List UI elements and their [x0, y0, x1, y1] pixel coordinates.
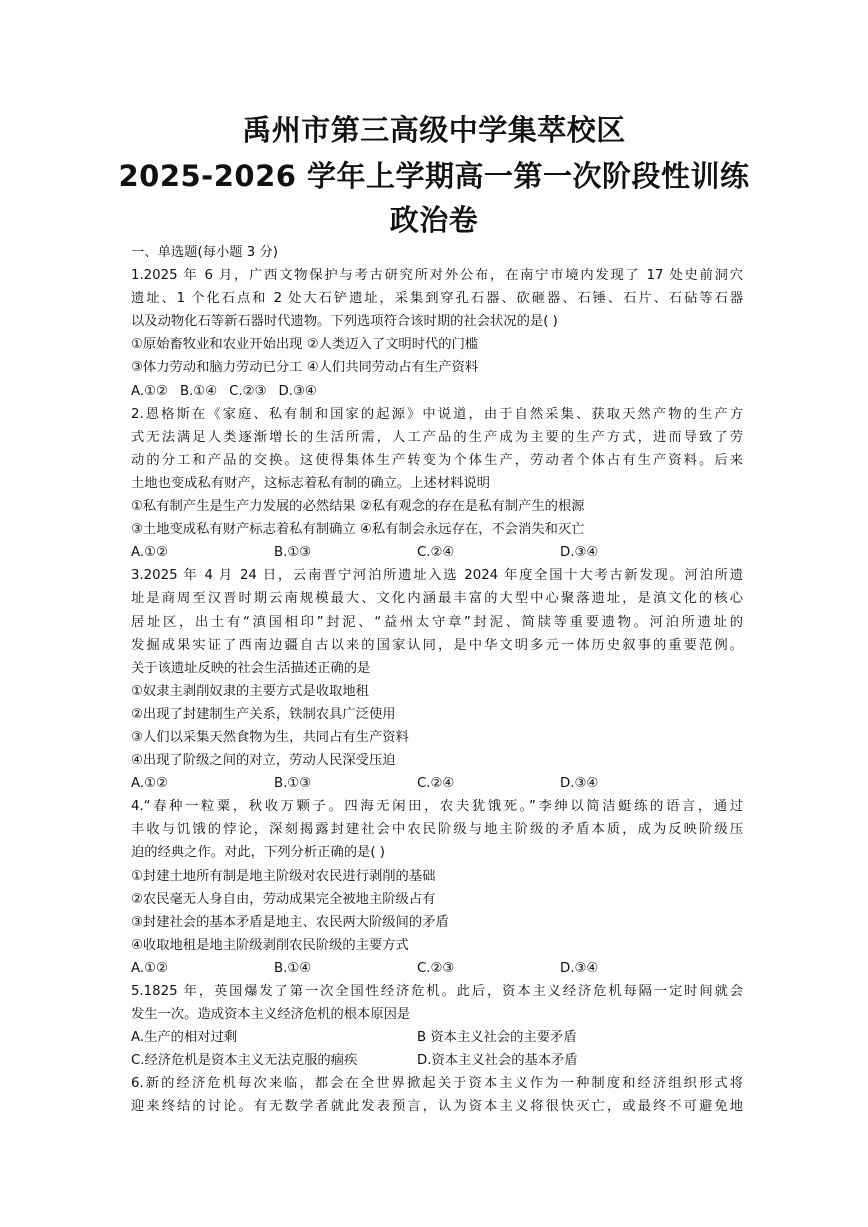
option-a[interactable]: A.①② — [131, 960, 168, 976]
question-stem-line: 动的分工和产品的交换。这使得集体生产转变为个体生产，劳动者个体占有生产资料。后来 — [131, 452, 743, 468]
option-d[interactable]: D.资本主义社会的基本矛盾 — [417, 1053, 578, 1069]
option-b[interactable]: B.①③ — [274, 776, 312, 792]
answer-options — [131, 772, 743, 795]
term-title: 2025-2026 学年上学期高一第一次阶段性训练 — [118, 159, 750, 193]
statement-line: ③体力劳动和脑力劳动已分工 ④人们共同劳动占有生产资料 — [131, 360, 479, 376]
option-a[interactable]: A.①② — [131, 776, 168, 792]
answer-options — [131, 957, 743, 980]
question-stem-line: 址是商周至汉晋时期云南规模最大、文化内涵最丰富的大型中心聚落遗址，是滇文化的核心 — [131, 591, 743, 607]
question-stem-line: 3.2025 年 4 月 24 日，云南晋宁河泊所遗址入选 2024 年度全国十大考古新发现。河泊所遗 — [131, 568, 743, 584]
option-c[interactable]: C.②④ — [417, 545, 455, 561]
option-d[interactable]: D.③④ — [278, 383, 317, 399]
question-stem-line: 丰收与饥饿的悖论，深刻揭露封建社会中农民阶级与地主阶级的矛盾本质，成为反映阶级压 — [131, 822, 743, 838]
option-c[interactable]: C.②③ — [229, 383, 267, 399]
question-stem-line: 发生一次。造成资本主义经济危机的根本原因是 — [131, 1007, 411, 1023]
statement-line: ③人们以采集天然食物为生，共同占有生产资料 — [131, 729, 409, 745]
section-heading: 一、单选题(每小题 3 分) — [131, 245, 278, 260]
statement-line: ③土地变成私有财产标志着私有制确立 ④私有制会永远存在，不会消失和灭亡 — [131, 522, 585, 538]
question-stem-line: 2.恩格斯在《家庭、私有制和国家的起源》中说道，由于自然采集、获取天然产物的生产方 — [131, 406, 743, 422]
question-stem-line: 土地也变成私有财产，这标志着私有制的确立。上述材料说明 — [131, 475, 491, 491]
statement-line: ④出现了阶级之间的对立，劳动人民深受压迫 — [131, 753, 396, 769]
statement-line: ①原始畜牧业和农业开始出现 ②人类迈入了文明时代的门槛 — [131, 337, 479, 353]
option-b[interactable]: B 资本主义社会的主要矛盾 — [417, 1030, 577, 1046]
answer-options — [131, 380, 743, 403]
statement-line: ③封建社会的基本矛盾是地主、农民两大阶级间的矛盾 — [131, 914, 449, 930]
question-stem-line: 发掘成果实证了西南边疆自古以来的国家认同，是中华文明多元一体历史叙事的重要范例。 — [131, 637, 743, 653]
statement-line: ②出现了封建制生产关系，铁制农具广泛使用 — [131, 706, 396, 722]
question-6 — [131, 1072, 743, 1118]
question-stem-line: 5.1825 年，英国爆发了第一次全国性经济危机。此后，资本主义经济危机每隔一定时间就会 — [131, 984, 743, 999]
statement-line: ④收取地租是地主阶级剥削农民阶级的主要方式 — [131, 937, 409, 953]
option-b[interactable]: B.①④ — [274, 960, 312, 976]
subject-title: 政治卷 — [389, 203, 479, 237]
statement-line: ①奴隶主剥削奴隶的主要方式是收取地租 — [131, 683, 369, 699]
option-b[interactable]: B.①④ — [179, 383, 218, 399]
question-2 — [131, 403, 743, 565]
answer-options — [131, 541, 743, 564]
question-stem-line: 式无法满足人类逐渐增长的生活所需，人工产品的生产成为主要的生产方式，进而导致了劳 — [131, 429, 743, 445]
question-stem-line: 迫的经典之作。对此，下列分析正确的是( ) — [131, 845, 385, 861]
school-title: 禹州市第三高级中学集萃校区 — [242, 113, 626, 147]
option-a[interactable]: A.①② — [131, 383, 168, 399]
statement-line: ②农民毫无人身自由，劳动成果完全被地主阶级占有 — [131, 891, 436, 907]
statement-line: ①私有制产生是生产力发展的必然结果 ②私有观念的存在是私有制产生的根源 — [131, 499, 585, 515]
question-4 — [131, 795, 743, 980]
option-c[interactable]: C.②③ — [417, 960, 455, 976]
option-a[interactable]: A.①② — [131, 545, 168, 561]
question-1 — [131, 264, 743, 403]
option-b[interactable]: B.①③ — [274, 545, 312, 561]
option-c[interactable]: C.②④ — [417, 776, 455, 792]
question-5 — [131, 980, 743, 1072]
question-stem-line: 1.2025 年 6 月，广西文物保护与考古研究所对外公布，在南宁市境内发现了 17 处史前洞穴 — [131, 268, 743, 284]
answer-options-row-1 — [131, 1026, 743, 1049]
question-stem-line: 关于该遗址反映的社会生活描述正确的是 — [131, 660, 371, 676]
question-stem-line: 4.“春种一粒粟，秋收万颗子。四海无闲田，农夫犹饿死。”李绅以简洁蜓练的语言，通过 — [131, 799, 743, 815]
option-d[interactable]: D.③④ — [560, 776, 599, 792]
statement-line: ①封建土地所有制是地主阶级对农民进行剥削的基础 — [131, 868, 436, 884]
option-d[interactable]: D.③④ — [560, 545, 599, 561]
answer-options-row-2 — [131, 1049, 743, 1072]
option-a[interactable]: A.生产的相对过剩 — [131, 1030, 238, 1046]
question-body — [131, 241, 743, 1119]
question-stem-line: 以及动物化石等新石器时代遗物。下列选项符合该时期的社会状况的是( ) — [131, 314, 558, 330]
question-3 — [131, 564, 743, 795]
question-stem-line: 6.新的经济危机每次来临，都会在全世界掀起关于资本主义作为一种制度和经济组织形式将 — [131, 1076, 743, 1092]
option-d[interactable]: D.③④ — [560, 960, 599, 976]
question-stem-line: 遗址、1 个化石点和 2 处大石铲遗址，采集到穿孔石器、砍砸器、石锤、石片、石砧等石器 — [131, 291, 743, 307]
question-stem-line: 居址区，出土有“滇国相印”封泥、“益州太守章”封泥、简牍等重要遗物。河泊所遗址的 — [131, 614, 743, 630]
question-stem-line: 迎来终结的讨论。有无数学者就此发表预言，认为资本主义将很快灭亡，或最终不可避免地 — [131, 1099, 743, 1115]
option-c[interactable]: C.经济危机是资本主义无法克服的痼疾 — [131, 1053, 358, 1069]
